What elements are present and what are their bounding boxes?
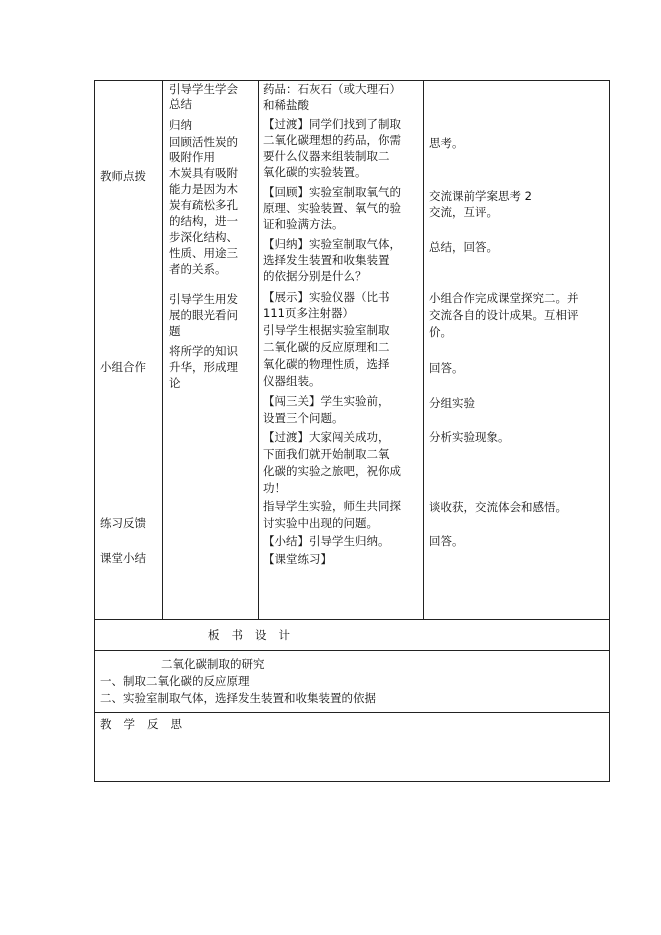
content-line: 的依据分别是什么？ bbox=[263, 269, 367, 283]
teacher-activity-line: 将所学的知识 bbox=[169, 344, 238, 358]
content-line: 【回顾】实验室制取氧气的 bbox=[263, 185, 401, 199]
content-line: 【归纳】实验室制取气体， bbox=[263, 237, 401, 251]
content-line: 【过渡】大家闯关成功， bbox=[263, 430, 390, 444]
content-line: 仪器组装。 bbox=[263, 374, 321, 388]
content-line: 【课堂练习】 bbox=[263, 552, 332, 566]
student-activity-item: 分析实验现象。 bbox=[429, 430, 510, 444]
content-line: 和稀盐酸 bbox=[263, 98, 309, 112]
teacher-activity-line: 性质、用途三 bbox=[169, 246, 238, 260]
content-line: 选择发生装置和收集装置 bbox=[263, 253, 390, 267]
content-line: 要什么仪器来组装制取二 bbox=[263, 149, 390, 163]
student-activity-item: 价。 bbox=[429, 325, 452, 339]
teacher-activity-line: 引导学生用发 bbox=[169, 292, 238, 306]
content-line: 【闯三关】学生实验前， bbox=[263, 394, 390, 408]
row-divider-board-content bbox=[95, 650, 609, 651]
content-line: 讨实验中出现的问题。 bbox=[263, 516, 378, 530]
teacher-activity-line: 的结构，进一 bbox=[169, 214, 238, 228]
content-line: 【过渡】同学们找到了制取 bbox=[263, 117, 401, 131]
row-divider-reflection bbox=[95, 712, 609, 713]
student-activity-item: 回答。 bbox=[429, 361, 464, 375]
content-line: 下面我们就开始制取二氧 bbox=[263, 447, 390, 461]
teacher-activity-line: 升华，形成理 bbox=[169, 360, 238, 374]
teacher-activity-line: 论 bbox=[169, 376, 181, 390]
student-activity-item: 思考。 bbox=[429, 136, 464, 150]
student-activity-item: 交流课前学案思考 2 bbox=[429, 189, 532, 203]
content-line: 二氧化碳理想的药品，你需 bbox=[263, 133, 401, 147]
content-line: 氧化碳的实验装置。 bbox=[263, 165, 367, 179]
teacher-activity-line: 能力是因为木 bbox=[169, 182, 238, 196]
teacher-activity-line: 者的关系。 bbox=[169, 262, 227, 276]
teacher-activity-line: 题 bbox=[169, 324, 181, 338]
row-divider-board-heading bbox=[95, 619, 609, 620]
content-line: 证和验满方法。 bbox=[263, 217, 344, 231]
label-class-summary: 课堂小结 bbox=[100, 551, 146, 565]
content-line: 功！ bbox=[263, 481, 286, 495]
teacher-activity-line: 步深化结构、 bbox=[169, 230, 238, 244]
content-line: 氧化碳的物理性质，选择 bbox=[263, 357, 390, 371]
teacher-activity-line: 总结 bbox=[169, 97, 192, 111]
teacher-activity-line: 展的眼光看问 bbox=[169, 308, 238, 322]
content-line: 指导学生实验，师生共同探 bbox=[263, 499, 401, 513]
student-activity-item: 分组实验 bbox=[429, 396, 475, 410]
student-activity-item: 小组合作完成课堂探究二。并 bbox=[429, 291, 579, 305]
lesson-plan-table bbox=[94, 80, 610, 782]
student-activity-item: 谈收获，交流体会和感悟。 bbox=[429, 500, 567, 514]
teacher-activity-line: 引导学生学会 bbox=[169, 82, 238, 96]
label-teacher-guidance: 教师点拨 bbox=[100, 169, 146, 183]
column-divider-3 bbox=[423, 81, 424, 619]
student-activity-item: 交流各自的设计成果。互相评 bbox=[429, 308, 579, 322]
label-group-cooperation: 小组合作 bbox=[100, 360, 146, 374]
board-point-1: 一、制取二氧化碳的反应原理 bbox=[100, 674, 250, 688]
content-line: 【小结】引导学生归纳。 bbox=[263, 534, 390, 548]
teacher-activity-line: 回顾活性炭的 bbox=[169, 135, 238, 149]
teaching-reflection-heading: 教学反思 bbox=[100, 717, 194, 731]
content-line: 【展示】实验仪器（比书 bbox=[263, 290, 390, 304]
teacher-activity-line: 归纳 bbox=[169, 118, 192, 132]
content-line: 引导学生根据实验室制取 bbox=[263, 323, 390, 337]
teacher-activity-line: 炭有疏松多孔 bbox=[169, 198, 238, 212]
column-divider-2 bbox=[258, 81, 259, 619]
board-design-heading: 板书设计 bbox=[208, 628, 302, 642]
teacher-activity-line: 吸附作用 bbox=[169, 150, 215, 164]
teacher-activity-line: 木炭具有吸附 bbox=[169, 166, 238, 180]
student-activity-item: 总结，回答。 bbox=[429, 240, 498, 254]
content-line: 原理、实验装置、氧气的验 bbox=[263, 201, 401, 215]
student-activity-item: 交流，互评。 bbox=[429, 205, 498, 219]
content-line: 二氧化碳的反应原理和二 bbox=[263, 340, 390, 354]
content-line: 设置三个问题。 bbox=[263, 411, 344, 425]
content-line: 药品：石灰石（或大理石） bbox=[263, 82, 401, 96]
content-line: 111页多注射器） bbox=[263, 306, 354, 320]
student-activity-item: 回答。 bbox=[429, 534, 464, 548]
column-divider-1 bbox=[162, 81, 163, 619]
label-practice-feedback: 练习反馈 bbox=[100, 516, 146, 530]
content-line: 化碳的实验之旅吧，祝你成 bbox=[263, 464, 401, 478]
board-point-2: 二、实验室制取气体，选择发生装置和收集装置的依据 bbox=[100, 691, 376, 705]
board-title: 二氧化碳制取的研究 bbox=[161, 657, 265, 671]
